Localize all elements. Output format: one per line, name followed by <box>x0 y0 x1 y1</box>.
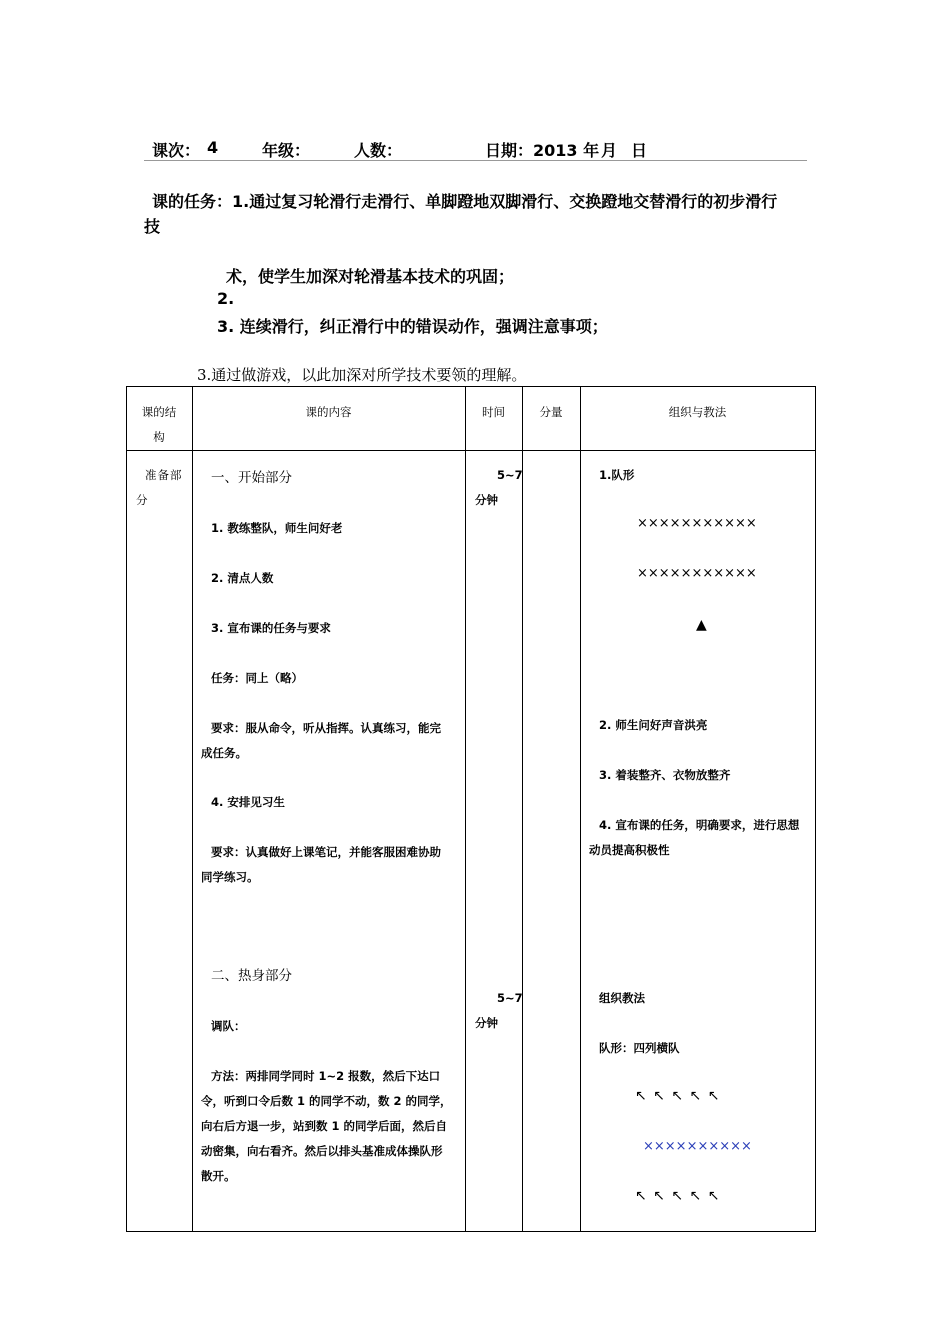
task-line-2: 术，使学生加深对轮滑基本技术的巩固； <box>226 267 515 286</box>
arrow-row-1: ↖ ↖ ↖ ↖ ↖ <box>635 1088 720 1104</box>
time-1-line1: 5~7 <box>497 468 523 482</box>
content-method-line1: 方法：两排同学同时 1~2 报数，然后下达口 <box>211 1069 441 1083</box>
content-method-line4: 动密集，向右看齐。然后以排头基准成体操队形 <box>201 1144 443 1158</box>
structure-label-2: 分 <box>136 493 148 507</box>
content-req1-line1: 要求：服从命令，听从指挥。认真练习，能完 <box>211 721 441 735</box>
method-item-2: 2. 师生问好声音洪亮 <box>599 718 708 732</box>
method-formation-title: 1.队形 <box>599 468 635 482</box>
time-1-line2: 分钟 <box>475 493 498 507</box>
teacher-triangle-icon: ▲ <box>696 617 707 633</box>
lesson-label: 课次： <box>152 141 201 160</box>
content-req2-line2: 同学练习。 <box>201 870 259 884</box>
content-task-text: 任务：同上（略） <box>211 671 303 685</box>
content-item-4: 4. 安排见习生 <box>211 795 285 809</box>
formation-x-row-2: ××××××××××× <box>637 566 757 581</box>
formation-x-row-3: ×××××××××× <box>643 1139 752 1154</box>
task-line-1-wrap: 技 <box>144 217 161 236</box>
day-label: 日 <box>631 141 648 160</box>
section-warm-title: 二、热身部分 <box>211 968 292 984</box>
section-start-title: 一、开始部分 <box>211 470 292 486</box>
content-method-line2: 令，听到口令后数 1 的同学不动，数 2 的同学， <box>201 1094 452 1108</box>
content-item-2: 2. 清点人数 <box>211 571 274 585</box>
task-item-3: 3. 连续滑行，纠正滑行中的错误动作，强调注意事项； <box>217 317 608 336</box>
content-item-1: 1. 教练整队，师生问好老 <box>211 521 343 535</box>
content-method-line3: 向右后方退一步，站到数 1 的同学后面，然后自 <box>201 1119 448 1133</box>
task-line-1: 课的任务：1.通过复习轮滑行走滑行、单脚蹬地双脚滑行、交换蹬地交替滑行的初步滑行 <box>152 192 778 211</box>
header-rule <box>144 160 807 161</box>
month-label: 月 <box>601 141 618 160</box>
lesson-value: 4 <box>207 138 219 157</box>
count-label: 人数： <box>354 141 403 160</box>
method-item-4-line1: 4. 宣布课的任务，明确要求，进行思想 <box>599 818 800 832</box>
header-content: 课的内容 <box>305 405 352 419</box>
structure-label-1: 准备部 <box>145 468 183 482</box>
formation-x-row-1: ××××××××××× <box>637 516 757 531</box>
header-amount: 分量 <box>539 405 563 419</box>
header-structure-2: 构 <box>153 430 165 444</box>
grade-label: 年级： <box>262 141 311 160</box>
content-item-3: 3. 宣布课的任务与要求 <box>211 621 331 635</box>
date-label: 日期：2013 年 <box>485 141 600 160</box>
task-item-3b: 3.通过做游戏，以此加深对所学技术要领的理解。 <box>197 366 527 384</box>
content-adjust: 调队： <box>211 1019 246 1033</box>
method-formation-2: 队形：四列横队 <box>599 1041 680 1055</box>
method-item-3: 3. 着装整齐、衣物放整齐 <box>599 768 731 782</box>
header-structure-1: 课的结 <box>141 405 177 419</box>
content-method-line5: 散开。 <box>201 1169 236 1183</box>
time-2-line2: 分钟 <box>475 1016 498 1030</box>
content-req1-line2: 成任务。 <box>201 746 247 760</box>
method-org-title: 组织教法 <box>599 991 645 1005</box>
task-item-2: 2. <box>217 289 235 308</box>
arrow-row-2: ↖ ↖ ↖ ↖ ↖ <box>635 1188 720 1204</box>
header-time: 时间 <box>482 405 505 419</box>
method-item-4-line2: 动员提高积极性 <box>589 843 670 857</box>
header-method: 组织与教法 <box>668 405 727 419</box>
content-req2-line1: 要求：认真做好上课笔记，并能客服困难协助 <box>211 845 441 859</box>
time-2-line1: 5~7 <box>497 991 523 1005</box>
